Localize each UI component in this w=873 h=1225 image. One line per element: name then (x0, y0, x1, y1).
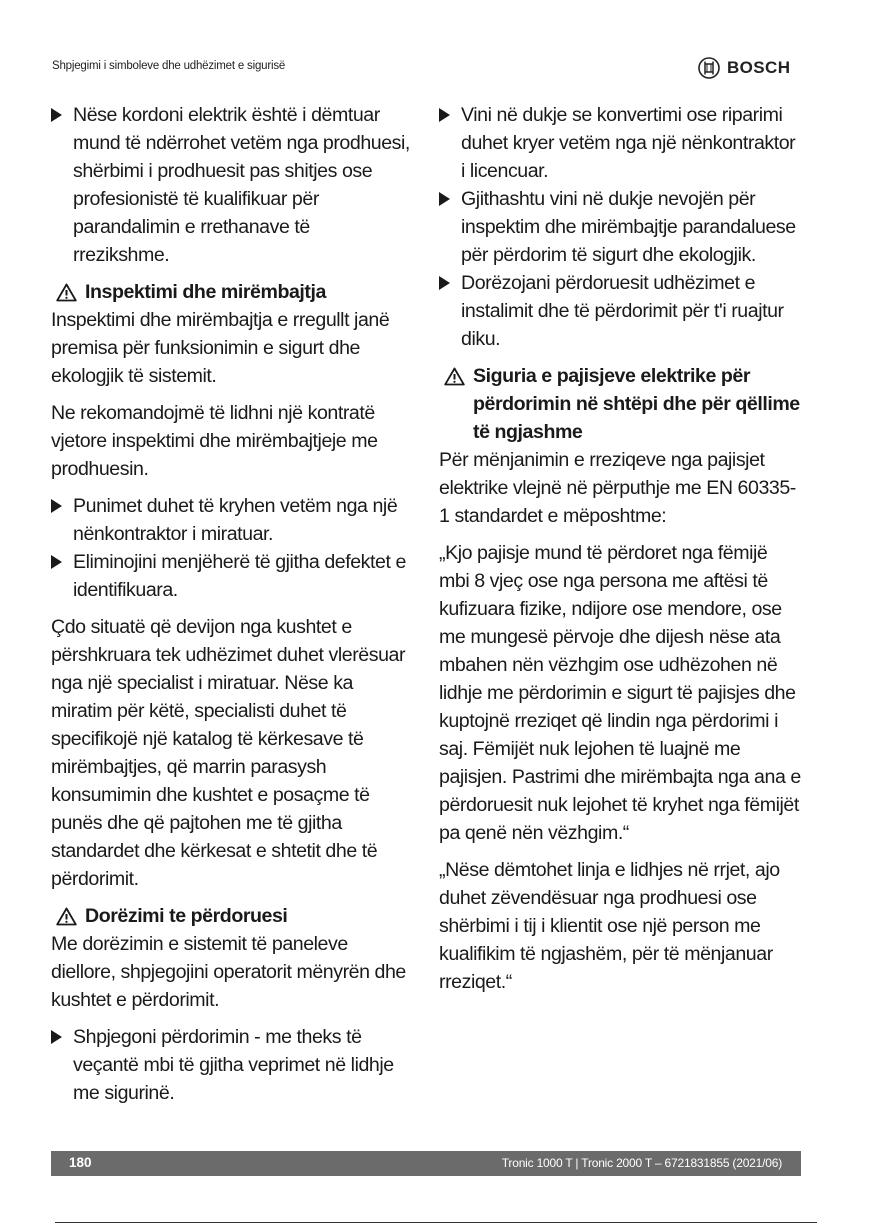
paragraph: Me dorëzimin e sistemit të paneleve diellore, shpjegojini operatorit mënyrën dhe kushtet e përdorimit. (51, 933, 406, 1011)
warning-icon (56, 907, 77, 926)
list-item: Gjithashtu vini në dukje nevojën për inspektim dhe mirëmbajtje parandaluese për përdorim të sigurt dhe ekologjik. (439, 185, 801, 269)
list-item: Vini në dukje se konvertimi ose riparimi duhet kryer vetëm nga një nënkontraktor i licencuar. (439, 101, 801, 185)
bullet-arrow-icon (439, 192, 450, 206)
paragraph: „Nëse dëmtohet linja e lidhjes në rrjet, ajo duhet zëvendësuar nga prodhuesi ose shërbimi i tij i klientit ose një person me kualifikim të ngjashëm, për të mënjanuar rreziqet.“ (439, 859, 780, 993)
paragraph: Çdo situatë që devijon nga kushtet e përshkruara tek udhëzimet duhet vlerësuar nga një specialist i miratuar. Nëse ka miratim për këtë, specialisti duhet të specifikojë një katalog të kërkesave të mirëmbajtjes, që marrin parasysh konsumimin dhe kushtet e posaçme të punës dhe që pajtohen me të gjitha standardet dhe kërkesat e shtetit dhe të përdorimit. (51, 616, 406, 890)
bullet-arrow-icon (51, 555, 62, 569)
paragraph: Për mënjanimin e rreziqeve nga pajisjet elektrike vlejnë në përputhje me EN 60335-1 standardet e mëposhtme: (439, 449, 796, 527)
list-item: Dorëzojani përdoruesit udhëzimet e instalimit dhe të përdorimit për t'i ruajtur diku. (439, 269, 801, 353)
section-heading-inspection: Inspektimi dhe mirëmbajtja (51, 278, 411, 306)
bullet-arrow-icon (439, 108, 450, 122)
bosch-logo (698, 57, 790, 79)
warning-icon (56, 283, 77, 302)
list-item: Punimet duhet të kryhen vetëm nga një nënkontraktor i miratuar. (51, 492, 411, 548)
warning-icon (444, 367, 465, 386)
list-item: Nëse kordoni elektrik është i dëmtuar mund të ndërrohet vetëm nga prodhuesi, shërbimi i prodhuesit pas shitjes ose profesionistë të kualifikuar për parandalimin e rrethanave të rrezikshme. (51, 101, 411, 269)
running-header: Shpjegimi i simboleve dhe udhëzimet e sigurisë (52, 60, 286, 72)
bullet-arrow-icon (51, 1030, 62, 1044)
right-column (439, 101, 801, 1005)
bullet-arrow-icon (51, 499, 62, 513)
paragraph: Inspektimi dhe mirëmbajtja e rregullt janë premisa për funksionimin e sigurt dhe ekologjik të sistemit. (51, 309, 390, 387)
section-heading-electrical-safety: Siguria e pajisjeve elektrike për përdorimin në shtëpi dhe për qëllime të ngjashme (439, 362, 801, 446)
divider (55, 1222, 817, 1223)
footer-bar (51, 1151, 801, 1176)
bullet-arrow-icon (51, 108, 62, 122)
paragraph: „Kjo pajisje mund të përdoret nga fëmijë mbi 8 vjeç ose nga persona me aftësi të kufizuara fizike, ndijore ose mendore, ose me mungesë përvoje dhe dijesh nëse ata mbahen nën vëzhgim ose udhëzohen në lidhje me përdorimin e sigurt të pajisjes dhe kuptojnë rreziqet që lindin nga përdorimi i saj. Fëmijët nuk lejohen të luajnë me pajisjen. Pastrimi dhe mirëmbajta nga ana e përdoruesit nuk lejohet të kryhet nga fëmijët pa qenë nën vëzhgim.“ (439, 542, 801, 844)
section-heading-handover: Dorëzimi te përdoruesi (51, 902, 411, 930)
bosch-armature-icon (698, 57, 720, 79)
left-column (51, 101, 411, 1116)
page-number: 180 (69, 1155, 92, 1170)
list-item: Shpjegoni përdorimin - me theks të veçantë mbi të gjitha veprimet në lidhje me sigurinë. (51, 1023, 411, 1107)
brand-name: BOSCH (727, 58, 791, 77)
paragraph: Ne rekomandojmë të lidhni një kontratë vjetore inspektimi dhe mirëmbajtjeje me prodhuesin. (51, 402, 378, 480)
list-item: Eliminojini menjëherë të gjitha defektet e identifikuara. (51, 548, 411, 604)
bullet-arrow-icon (439, 276, 450, 290)
document-reference: Tronic 1000 T | Tronic 2000 T – 6721831855 (2021/06) (501, 1156, 782, 1170)
